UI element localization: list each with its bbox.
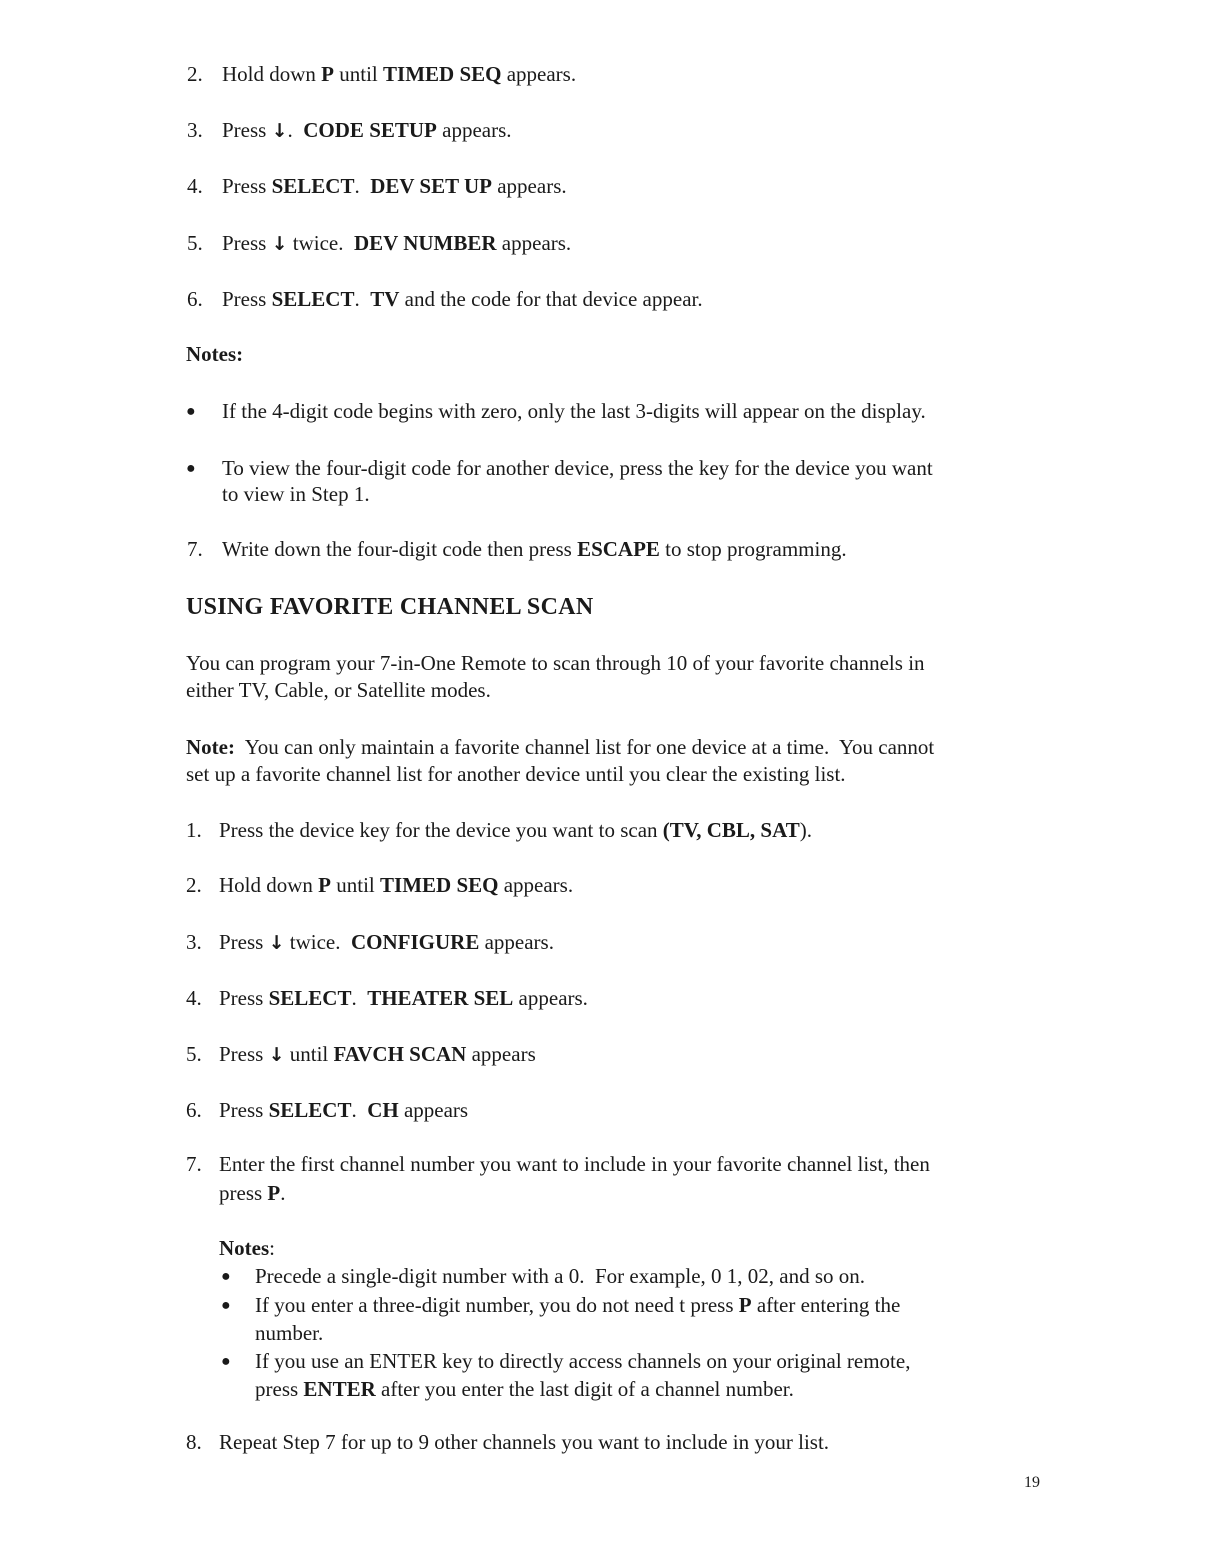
- step-text: [222, 230, 571, 258]
- text-run: appears.: [496, 231, 572, 255]
- step-text: [222, 61, 576, 88]
- bold-keyword: SELECT: [271, 174, 355, 198]
- bold-keyword: CH: [367, 1098, 399, 1122]
- bullet-icon: ●: [221, 1268, 231, 1285]
- note-text: To view the four-digit code for another device, press the key for the device you want: [222, 456, 933, 480]
- sub-note-text: [255, 1376, 794, 1403]
- step-text: [219, 1429, 829, 1456]
- bold-keyword: DEV NUMBER: [354, 231, 497, 255]
- bold-keyword: (TV, CBL, SAT: [662, 818, 800, 842]
- step-number: 2.: [186, 873, 202, 897]
- text-run: after entering the: [751, 1293, 901, 1317]
- step-number: 3.: [186, 930, 202, 954]
- text-run: Press: [219, 1042, 269, 1066]
- text-run: Hold down: [222, 62, 322, 86]
- text-run: .: [351, 986, 368, 1010]
- step-text: [219, 1041, 536, 1069]
- text-run: number.: [255, 1321, 324, 1345]
- sub-notes-heading: [219, 1235, 275, 1262]
- bold-keyword: FAVCH SCAN: [333, 1042, 467, 1066]
- text-run: press: [255, 1377, 304, 1401]
- bold-keyword: CONFIGURE: [351, 930, 480, 954]
- bullet-icon: ●: [186, 460, 196, 477]
- text-run: twice.: [284, 930, 351, 954]
- bold-keyword: SELECT: [268, 986, 352, 1010]
- bold-keyword: P: [321, 62, 334, 86]
- bold-keyword: TIMED SEQ: [380, 873, 499, 897]
- text-run: Press: [219, 986, 269, 1010]
- text-run: until: [284, 1042, 334, 1066]
- step-number: 4.: [186, 986, 202, 1010]
- sub-notes-heading-colon: :: [269, 1236, 275, 1260]
- bold-keyword: CODE SETUP: [303, 118, 437, 142]
- step-number: 2.: [187, 62, 203, 86]
- bold-keyword: TV: [370, 287, 400, 311]
- text-run: until: [331, 873, 381, 897]
- bold-keyword: P: [267, 1181, 281, 1205]
- bold-keyword: ESCAPE: [577, 537, 660, 561]
- text-run: appears.: [513, 986, 588, 1010]
- sub-note-text: [255, 1263, 865, 1290]
- text-run: Press: [222, 287, 272, 311]
- step-number: 7.: [187, 537, 203, 561]
- step-number: 5.: [186, 1042, 202, 1066]
- step-number: 6.: [187, 287, 203, 311]
- bold-keyword: SELECT: [271, 287, 355, 311]
- down-arrow-icon: ↓: [271, 233, 288, 255]
- note-line: set up a favorite channel list for another device until you clear the existing list.: [186, 762, 846, 786]
- text-run: .: [280, 1181, 286, 1205]
- bold-keyword: ENTER: [303, 1377, 376, 1401]
- note-line: [186, 734, 934, 761]
- bold-keyword: SELECT: [268, 1098, 352, 1122]
- down-arrow-icon: ↓: [271, 120, 288, 142]
- bold-keyword: P: [738, 1293, 752, 1317]
- text-run: Hold down: [219, 873, 319, 897]
- text-run: .: [354, 287, 371, 311]
- text-run: appears.: [498, 873, 574, 897]
- text-run: until: [334, 62, 384, 86]
- step-text: [219, 1097, 468, 1124]
- step-text: [222, 117, 512, 145]
- text-run: Press the device key for the device you want to scan: [219, 818, 663, 842]
- bold-keyword: TIMED SEQ: [383, 62, 502, 86]
- text-run: appears.: [436, 118, 512, 142]
- text-run: Write down the four-digit code then press: [222, 537, 578, 561]
- text-run: Repeat Step 7 for up to 9 other channels you want to include in your list.: [219, 1430, 830, 1454]
- down-arrow-icon: ↓: [268, 932, 285, 954]
- page-number: 19: [1024, 1474, 1040, 1491]
- step-number: 5.: [187, 231, 203, 255]
- text-run: .: [287, 118, 304, 142]
- text-run: .: [351, 1098, 368, 1122]
- step-text: [219, 1180, 286, 1207]
- text-run: Press: [219, 930, 269, 954]
- text-run: Enter the first channel number you want to include in your favorite channel list, then: [219, 1152, 930, 1176]
- text-run: twice.: [287, 231, 354, 255]
- step-text: [219, 872, 573, 899]
- intro-line: either TV, Cable, or Satellite modes.: [186, 678, 491, 702]
- sub-notes-heading-label: Notes: [219, 1236, 270, 1260]
- bullet-icon: ●: [221, 1297, 231, 1314]
- bold-keyword: DEV SET UP: [370, 174, 492, 198]
- step-text: [219, 985, 588, 1012]
- sub-note-text: [255, 1292, 900, 1319]
- text-run: appears.: [479, 930, 554, 954]
- text-run: If you enter a three-digit number, you do not need t press: [255, 1293, 739, 1317]
- note-label: Note:: [186, 735, 235, 759]
- text-run: appears.: [501, 62, 577, 86]
- text-run: If you use an ENTER key to directly access channels on your original remote,: [255, 1349, 911, 1373]
- down-arrow-icon: ↓: [268, 1044, 285, 1066]
- sub-note-text: [255, 1320, 323, 1347]
- section-title: USING FAVORITE CHANNEL SCAN: [186, 594, 594, 620]
- step-number: 8.: [186, 1430, 202, 1454]
- bold-keyword: P: [318, 873, 331, 897]
- text-run: .: [354, 174, 371, 198]
- text-run: Press: [222, 118, 272, 142]
- text-run: Press: [219, 1098, 269, 1122]
- text-run: to stop programming.: [659, 537, 847, 561]
- text-run: Precede a single-digit number with a 0. For example, 0 1, 02, and so on.: [255, 1264, 866, 1288]
- bold-keyword: THEATER SEL: [367, 986, 514, 1010]
- step-text: [222, 286, 703, 313]
- text-run: appears: [466, 1042, 536, 1066]
- step-number: 4.: [187, 174, 203, 198]
- step-number: 6.: [186, 1098, 202, 1122]
- text-run: ).: [799, 818, 812, 842]
- sub-note-text: [255, 1348, 910, 1375]
- notes-heading: Notes:: [186, 342, 244, 366]
- text-run: Press: [222, 174, 272, 198]
- intro-line: You can program your 7-in-One Remote to scan through 10 of your favorite channels in: [186, 651, 925, 675]
- step-number: 7.: [186, 1152, 202, 1176]
- note-text: to view in Step 1.: [222, 482, 370, 506]
- step-number: 3.: [187, 118, 203, 142]
- bullet-icon: ●: [221, 1353, 231, 1370]
- text-run: after you enter the last digit of a channel number.: [375, 1377, 794, 1401]
- note-text: If the 4-digit code begins with zero, only the last 3-digits will appear on the display.: [222, 399, 926, 423]
- text-run: appears.: [491, 174, 567, 198]
- step-number: 1.: [186, 818, 202, 842]
- text-run: appears: [398, 1098, 469, 1122]
- step-text: [219, 929, 554, 957]
- step-text: [222, 173, 567, 200]
- text-run: press: [219, 1181, 268, 1205]
- step-text: [219, 817, 812, 844]
- step-text: [222, 536, 847, 563]
- step-text: [219, 1151, 930, 1178]
- text-run: and the code for that device appear.: [399, 287, 703, 311]
- note-body: You can only maintain a favorite channel list for one device at a time. You cannot: [234, 735, 935, 759]
- bullet-icon: ●: [186, 403, 196, 420]
- text-run: Press: [222, 231, 272, 255]
